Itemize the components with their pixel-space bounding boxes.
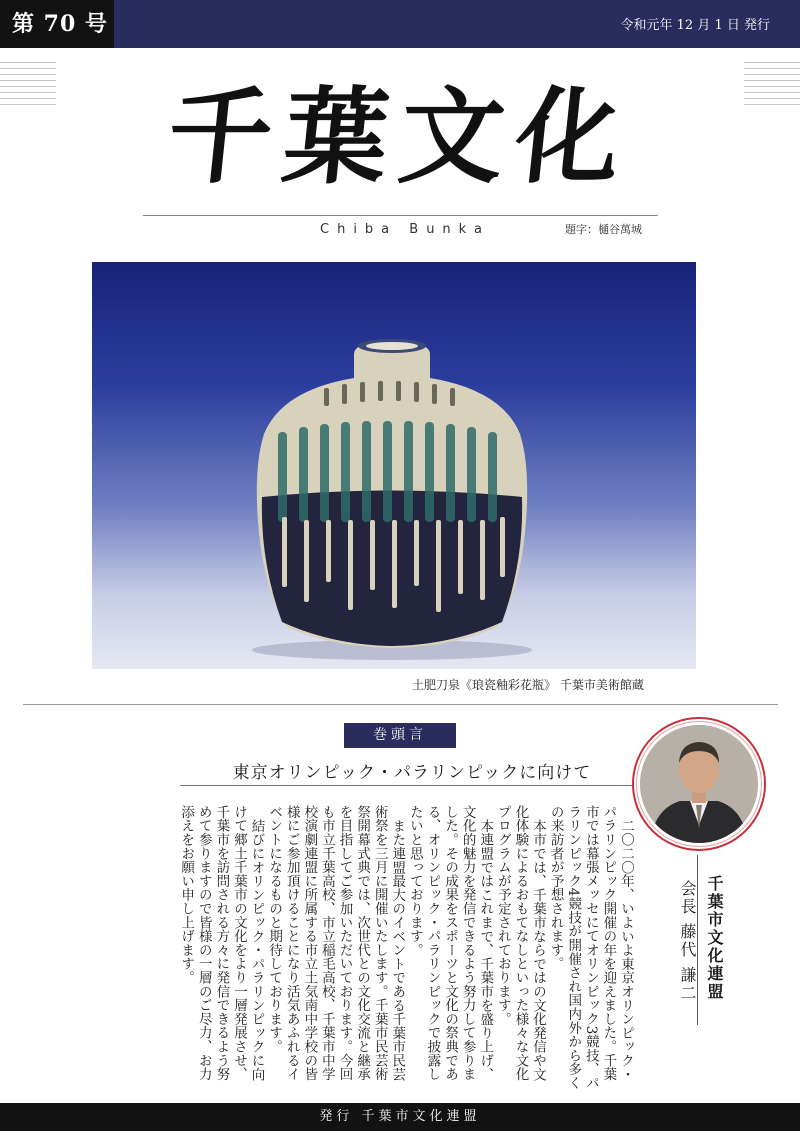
issue-number: 第 70 号 <box>0 0 114 48</box>
portrait-illustration <box>640 725 758 843</box>
cover-photo <box>92 262 696 669</box>
author-portrait <box>640 725 758 843</box>
publication-date: 令和元年 12 月 1 日 発行 <box>620 18 770 33</box>
article-paragraph: 二〇二〇年、いよいよ東京オリンピック・パラリンピック開催の年を迎えました。千葉市では幕張メッセにてオリンピック3競技、パラリンピック4競技が開催され国内外から多くの来訪者が予想されます。 <box>547 805 634 1090</box>
footer-bar: 発行 千葉市文化連盟 <box>0 1103 800 1131</box>
section-label: 巻頭言 <box>344 723 456 748</box>
section-divider <box>23 704 778 705</box>
vase-illustration <box>92 262 696 669</box>
headline-underline <box>180 785 632 786</box>
article-paragraph: 本連盟ではこれまで、千葉市を盛り上げ、文化的魅力を発信できるよう努力して参りました。その成果をスポーツと文化の祭典である、オリンピック・パラリンピックで披露したいと思っております。 <box>406 805 494 1081</box>
author-name: 会長 藤代 謙二 <box>678 880 697 1003</box>
article-paragraph: 本市では、千葉市ならではの文化発信や文化体験によるおもてなしといった様々な文化プログラムが予定されております。 <box>494 805 547 1081</box>
calligrapher-credit: 題字：樋谷萬城 <box>565 223 642 236</box>
decorative-stripes-left <box>0 62 56 108</box>
masthead <box>140 62 660 212</box>
photo-caption: 土肥刀泉《琅瓷釉彩花瓶》 千葉市美術館蔵 <box>412 678 644 692</box>
article-headline: 東京オリンピック・パラリンピックに向けて <box>232 763 592 783</box>
organization-name: 千葉市文化連盟 <box>705 875 724 1001</box>
masthead-divider <box>143 215 658 216</box>
article-paragraph: 結びにオリンピック・パラリンピックに向けて郷土千葉市の文化をより一層発展させ、千葉市を訪問される方々に発信できるよう努めて参りますので皆様の一層のご尽力、お力添えをお願い申し上げます。 <box>178 805 265 1081</box>
article-paragraph: また連盟最大のイベントである千葉市民芸術祭を三月に開催いたします。千葉市民芸術祭開幕式典では、次世代との文化交流と継承を目指してご参加いただいております。今回も市立千葉高校、市立稲毛高校、千葉市中学校演劇連盟に所属する市立土気南中学校の皆様にご参加頂けることになり活気あふれるイベントになるものと期待しております。 <box>266 805 406 1081</box>
masthead-title: 千葉文化 <box>161 75 639 198</box>
header-bar <box>0 0 800 48</box>
masthead-romaji: Chiba Bunka <box>320 222 490 237</box>
article-body <box>36 805 634 1090</box>
decorative-stripes-right <box>744 62 800 108</box>
